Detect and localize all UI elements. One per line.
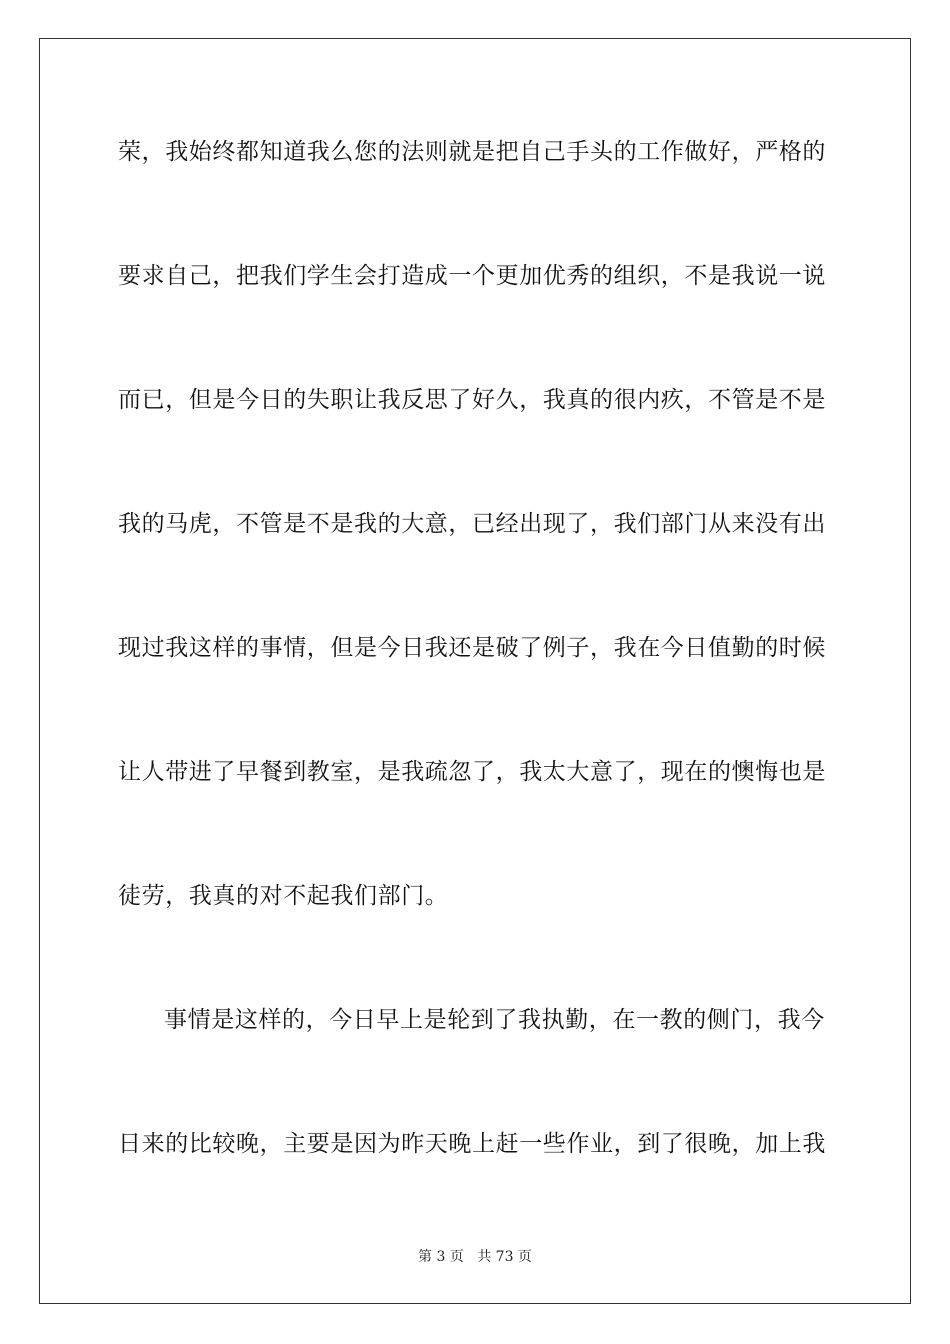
text-line: 而已，但是今日的失职让我反思了好久，我真的很内疚，不管是不是 xyxy=(118,387,826,413)
page-total: 共 73 页 xyxy=(477,1249,532,1265)
text-line: 日来的比较晚，主要是因为昨天晚上赶一些作业，到了很晚，加上我 xyxy=(118,1131,826,1157)
text-line: 让人带进了早餐到教室，是我疏忽了，我太大意了，现在的懊悔也是 xyxy=(118,759,826,785)
page-number: 第 3 页 xyxy=(418,1249,464,1265)
page-border xyxy=(39,38,911,1304)
page-footer xyxy=(0,1248,950,1266)
text-line: 现过我这样的事情，但是今日我还是破了例子，我在今日值勤的时候 xyxy=(118,635,826,661)
text-line: 要求自己，把我们学生会打造成一个更加优秀的组织，不是我说一说 xyxy=(118,263,826,289)
text-line: 我的马虎，不管是不是我的大意，已经出现了，我们部门从来没有出 xyxy=(118,511,826,537)
paragraph-first-line: 事情是这样的，今日早上是轮到了我执勤，在一教的侧门，我今 xyxy=(164,1007,825,1033)
text-line: 荣，我始终都知道我么您的法则就是把自己手头的工作做好，严格的 xyxy=(118,139,826,165)
text-line: 徒劳，我真的对不起我们部门。 xyxy=(118,883,449,909)
